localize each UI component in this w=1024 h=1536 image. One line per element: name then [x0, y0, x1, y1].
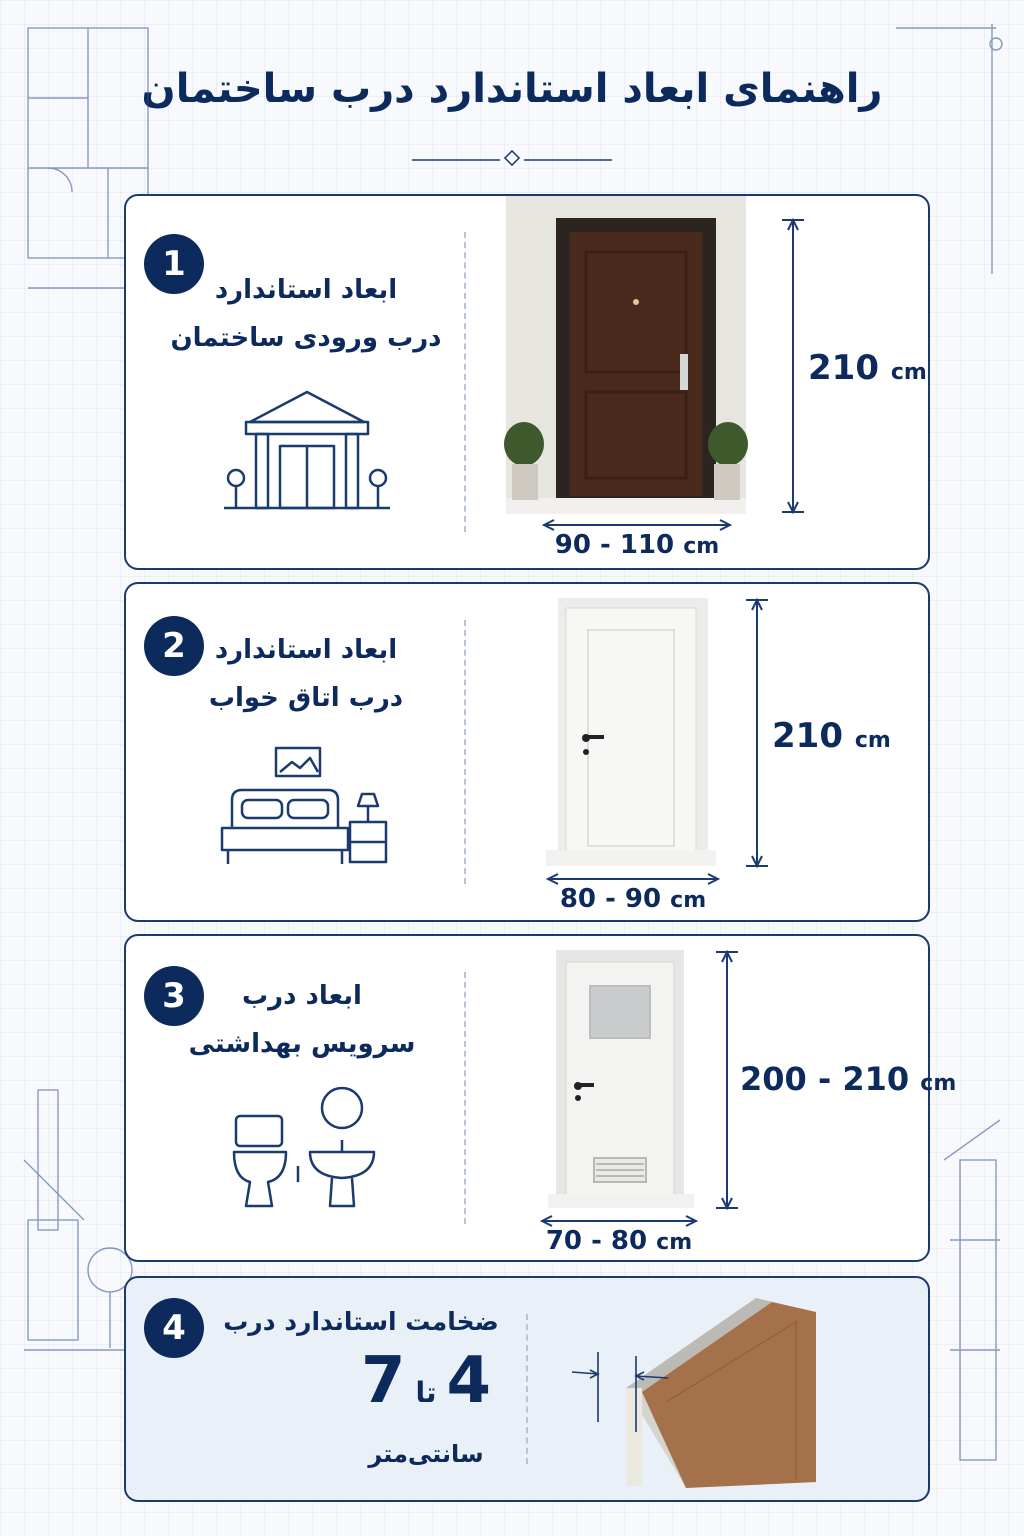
label-line-2: درب اتاق خواب — [208, 683, 404, 713]
height-dimension-line — [722, 952, 732, 1208]
height-value: 210 — [808, 348, 879, 388]
width-unit: cm — [683, 534, 720, 559]
card-divider — [464, 232, 466, 532]
height-dimension-line — [788, 220, 798, 512]
width-value: 80 - 90 — [559, 884, 662, 914]
card-door-thickness — [124, 1276, 930, 1502]
thickness-from: 4 — [446, 1344, 492, 1418]
step-badge: 2 — [144, 616, 204, 676]
card-divider — [464, 972, 466, 1224]
door-section-icon — [566, 1292, 826, 1488]
card-entrance-door — [124, 194, 930, 570]
thickness-range — [296, 1344, 556, 1418]
width-label — [548, 884, 718, 914]
step-badge: 3 — [144, 966, 204, 1026]
height-label — [740, 1060, 956, 1098]
height-unit: cm — [890, 360, 927, 385]
building-icon — [224, 388, 390, 512]
thickness-to: 7 — [360, 1344, 406, 1418]
height-value: 200 - 210 — [740, 1060, 910, 1098]
height-dimension-line — [752, 600, 762, 866]
height-label — [808, 348, 927, 388]
card-label — [166, 626, 446, 722]
title-divider — [412, 152, 612, 168]
card-bedroom-door — [124, 582, 930, 922]
card-label — [162, 972, 442, 1068]
height-unit: cm — [854, 728, 891, 753]
card-label — [166, 266, 446, 362]
card-bathroom-door — [124, 934, 957, 1262]
step-badge: 4 — [144, 1298, 204, 1358]
card-label — [216, 1298, 506, 1346]
blueprint-section-decoration — [940, 1090, 1010, 1490]
width-unit: cm — [656, 1230, 693, 1255]
label-line-1: ابعاد استاندارد — [214, 275, 398, 305]
width-unit: cm — [670, 888, 707, 913]
bathroom-icon — [232, 1086, 382, 1210]
label-line-2: درب ورودی ساختمان — [170, 323, 442, 353]
card-divider — [464, 620, 466, 884]
thickness-mid: تا — [415, 1376, 437, 1409]
thickness-unit: سانتی‌متر — [368, 1440, 484, 1468]
bathroom-door-image — [556, 950, 696, 1208]
label-line-1: ابعاد درب — [242, 981, 362, 1011]
blueprint-house-decoration — [24, 1060, 134, 1360]
width-label — [544, 530, 730, 560]
page-title: راهنمای ابعاد استاندارد درب ساختمان — [141, 66, 883, 112]
entrance-door-image — [506, 196, 746, 514]
bedroom-icon — [220, 748, 390, 870]
step-badge: 1 — [144, 234, 204, 294]
width-value: 70 - 80 — [545, 1226, 648, 1256]
width-label — [542, 1226, 696, 1256]
label-line-1: ضخامت استاندارد درب — [223, 1307, 499, 1336]
label-line-2: سرویس بهداشتی — [188, 1029, 416, 1059]
height-label — [772, 716, 891, 756]
height-value: 210 — [772, 716, 843, 756]
width-value: 90 - 110 — [554, 530, 675, 560]
bedroom-door-image — [558, 594, 718, 870]
label-line-1: ابعاد استاندارد — [214, 635, 398, 665]
height-unit: cm — [920, 1071, 957, 1096]
